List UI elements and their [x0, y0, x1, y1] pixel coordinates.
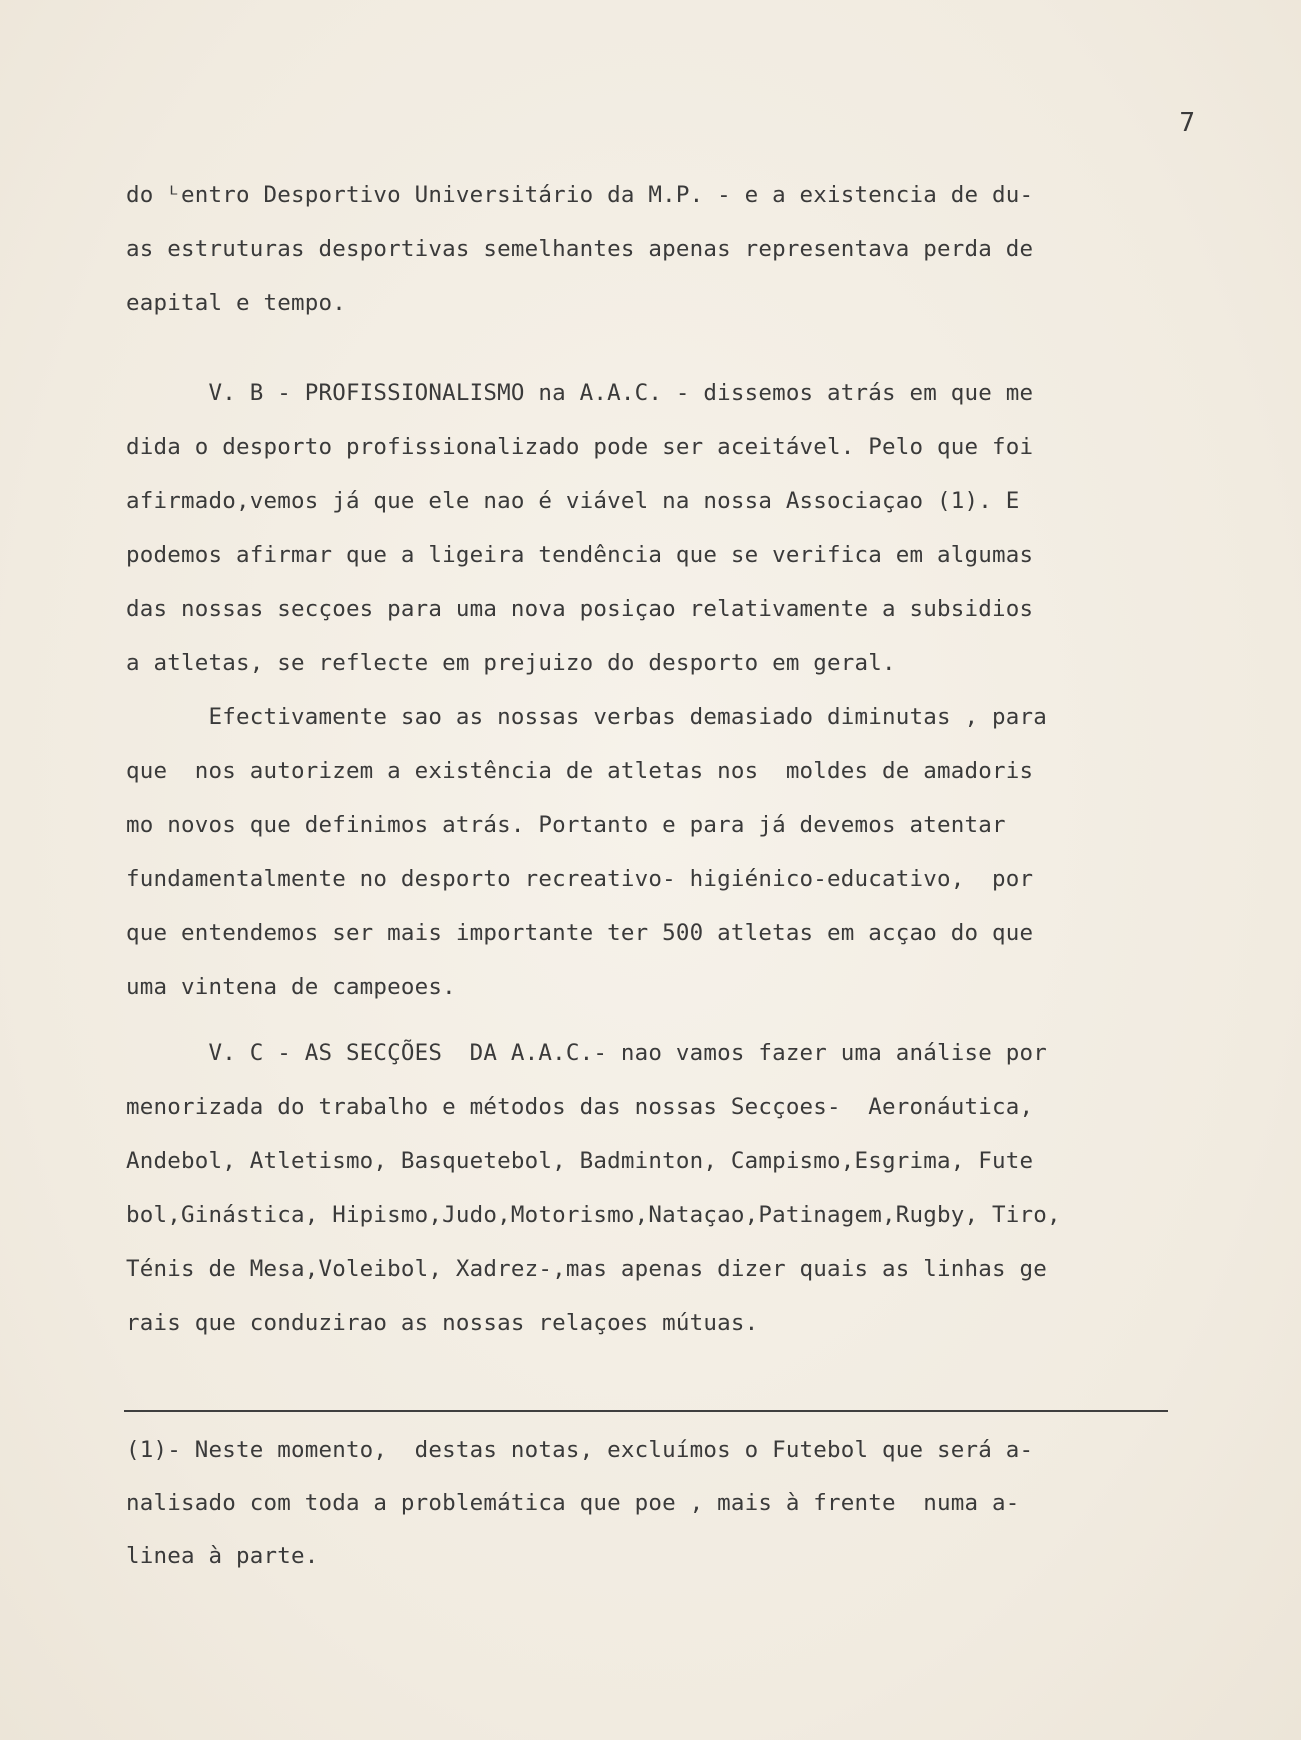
section-heading-line: V. C - AS SECÇÕES DA A.A.C.- nao vamos fazer uma análise por — [126, 1040, 1047, 1066]
text-line: mo novos que definimos atrás. Portanto e para já devemos atentar — [126, 812, 1006, 838]
text-line: fundamentalmente no desporto recreativo- higiénico-educativo, por — [126, 866, 1034, 892]
text-line: as estruturas desportivas semelhantes apenas representava perda de — [126, 236, 1034, 262]
text-line: dida o desporto profissionalizado pode ser aceitável. Pelo que foi — [126, 434, 1034, 460]
text-line: bol,Ginástica, Hipismo,Judo,Motorismo,Nataçao,Patinagem,Rugby, Tiro, — [126, 1202, 1061, 1228]
page-number: 7 — [1179, 108, 1196, 138]
text-line: rais que conduzirao as nossas relaçoes mútuas. — [126, 1310, 759, 1336]
text-line: menorizada do trabalho e métodos das nossas Secçoes- Aeronáutica, — [126, 1094, 1034, 1120]
text-line: das nossas secçoes para uma nova posiçao relativamente a subsidios — [126, 596, 1034, 622]
text-line: Efectivamente sao as nossas verbas demasiado diminutas , para — [126, 704, 1047, 730]
text-line: eapital e tempo. — [126, 290, 346, 316]
text-line: que entendemos ser mais importante ter 500 atletas em acçao do que — [126, 920, 1034, 946]
footnote-divider — [124, 1410, 1168, 1412]
footnote-line: nalisado com toda a problemática que poe , mais à frente numa a- — [126, 1490, 1020, 1516]
text-line: uma vintena de campeoes. — [126, 974, 456, 1000]
text-line: a atletas, se reflecte em prejuizo do desporto em geral. — [126, 650, 896, 676]
section-profissionalismo — [126, 366, 1176, 1014]
footnote-line: linea à parte. — [126, 1543, 319, 1569]
paragraph-continuation — [126, 168, 1176, 330]
section-heading-line: V. B - PROFISSIONALISMO na A.A.C. - dissemos atrás em que me — [126, 380, 1034, 406]
text-line: Andebol, Atletismo, Basquetebol, Badminton, Campismo,Esgrima, Fute — [126, 1148, 1034, 1174]
footnote-line: (1)- Neste momento, destas notas, excluímos o Futebol que será a- — [126, 1437, 1034, 1463]
text-line: do ᴸentro Desportivo Universitário da M.P. - e a existencia de du- — [126, 182, 1034, 208]
text-line: que nos autorizem a existência de atletas nos moldes de amadoris — [126, 758, 1034, 784]
text-line: Ténis de Mesa,Voleibol, Xadrez-,mas apenas dizer quais as linhas ge — [126, 1256, 1047, 1282]
text-line: podemos afirmar que a ligeira tendência que se verifica em algumas — [126, 542, 1034, 568]
text-line: afirmado,vemos já que ele nao é viável na nossa Associaçao (1). E — [126, 488, 1020, 514]
section-seccoes — [126, 1026, 1176, 1350]
footnote — [126, 1424, 1176, 1583]
